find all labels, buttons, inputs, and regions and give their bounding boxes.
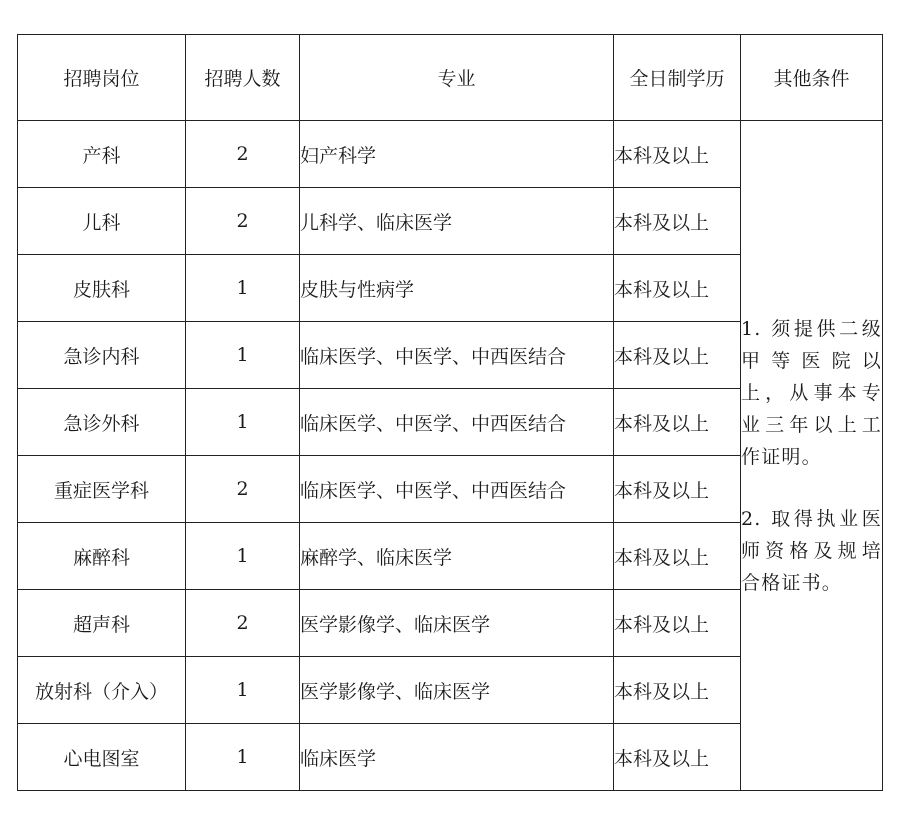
education-cell: 本科及以上	[614, 523, 741, 590]
count-cell: 1	[186, 523, 300, 590]
header-other-conditions: 其他条件	[741, 35, 883, 121]
education-cell: 本科及以上	[614, 724, 741, 791]
position-cell: 放射科（介入）	[18, 657, 186, 724]
count-cell: 1	[186, 724, 300, 791]
major-cell: 麻醉学、临床医学	[300, 523, 614, 590]
education-cell: 本科及以上	[614, 322, 741, 389]
position-cell: 重症医学科	[18, 456, 186, 523]
position-cell: 产科	[18, 121, 186, 188]
major-cell: 临床医学	[300, 724, 614, 791]
education-cell: 本科及以上	[614, 188, 741, 255]
education-cell: 本科及以上	[614, 590, 741, 657]
header-education: 全日制学历	[614, 35, 741, 121]
position-cell: 麻醉科	[18, 523, 186, 590]
count-cell: 2	[186, 590, 300, 657]
major-cell: 临床医学、中医学、中西医结合	[300, 322, 614, 389]
major-cell: 医学影像学、临床医学	[300, 590, 614, 657]
header-major: 专业	[300, 35, 614, 121]
condition-1: 1. 须提供二级甲等医院以上，从事本专业三年以上工作证明。	[741, 317, 882, 468]
header-position: 招聘岗位	[18, 35, 186, 121]
education-cell: 本科及以上	[614, 456, 741, 523]
count-cell: 1	[186, 322, 300, 389]
position-cell: 急诊内科	[18, 322, 186, 389]
major-cell: 儿科学、临床医学	[300, 188, 614, 255]
recruitment-table	[17, 34, 883, 791]
count-cell: 2	[186, 456, 300, 523]
education-cell: 本科及以上	[614, 657, 741, 724]
count-cell: 2	[186, 121, 300, 188]
condition-2: 2. 取得执业医师资格及规培合格证书。	[741, 507, 882, 594]
education-cell: 本科及以上	[614, 121, 741, 188]
education-cell: 本科及以上	[614, 389, 741, 456]
position-cell: 急诊外科	[18, 389, 186, 456]
major-cell: 临床医学、中医学、中西医结合	[300, 456, 614, 523]
position-cell: 超声科	[18, 590, 186, 657]
header-row	[18, 35, 883, 121]
education-cell: 本科及以上	[614, 255, 741, 322]
major-cell: 皮肤与性病学	[300, 255, 614, 322]
position-cell: 皮肤科	[18, 255, 186, 322]
major-cell: 临床医学、中医学、中西医结合	[300, 389, 614, 456]
header-count: 招聘人数	[186, 35, 300, 121]
table-row	[18, 121, 883, 188]
count-cell: 1	[186, 255, 300, 322]
count-cell: 1	[186, 389, 300, 456]
position-cell: 心电图室	[18, 724, 186, 791]
major-cell: 医学影像学、临床医学	[300, 657, 614, 724]
count-cell: 1	[186, 657, 300, 724]
other-conditions-cell	[741, 121, 883, 791]
major-cell: 妇产科学	[300, 121, 614, 188]
position-cell: 儿科	[18, 188, 186, 255]
count-cell: 2	[186, 188, 300, 255]
